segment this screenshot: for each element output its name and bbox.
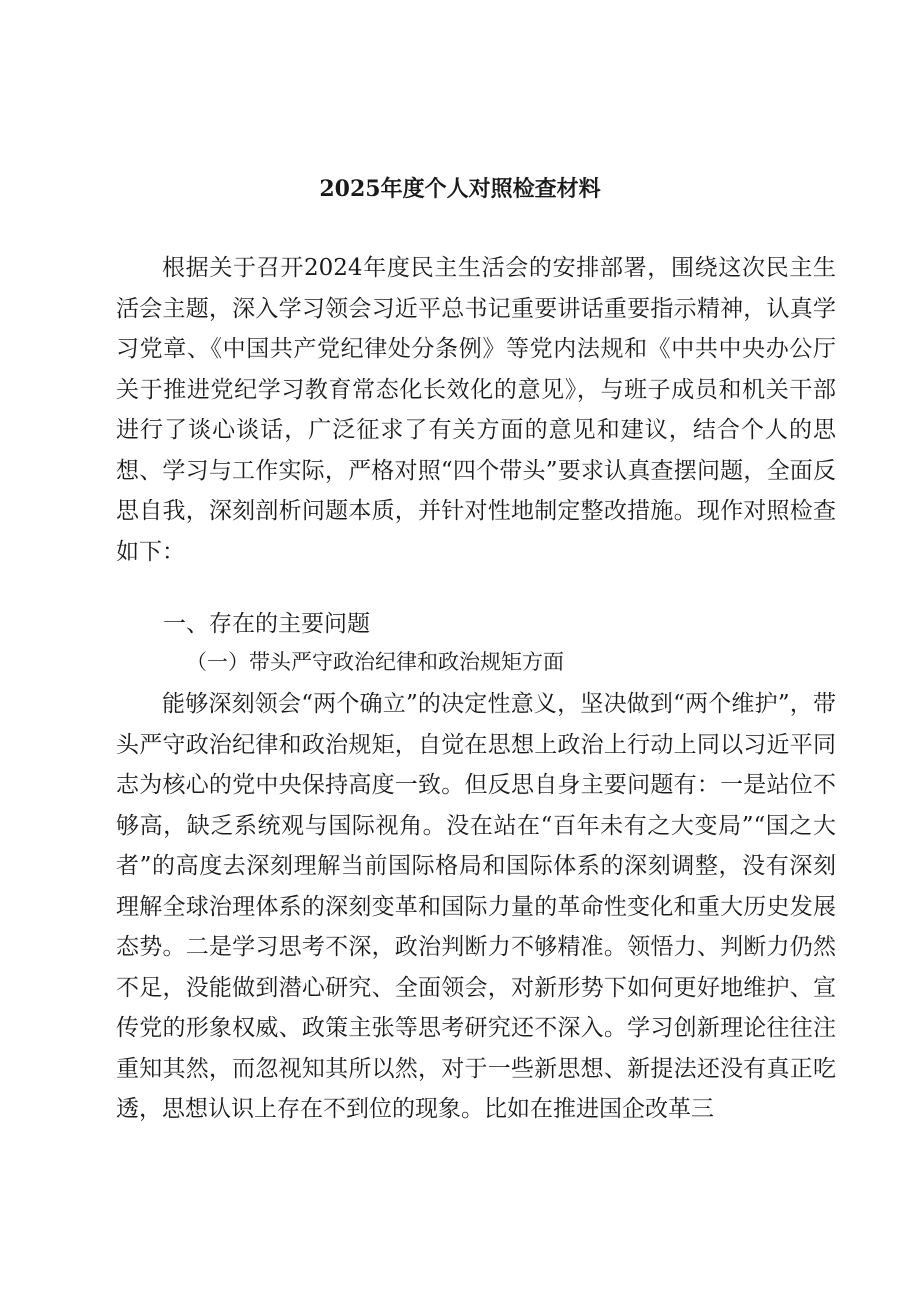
section-heading-problems: 一、存在的主要问题 <box>163 611 370 637</box>
subsection-heading-political-discipline: （一）带头严守政治纪律和政治规矩方面 <box>186 650 564 674</box>
intro-paragraph: 根据关于召开2024年度民主生活会的安排部署，围绕这次民主生活会主题，深入学习领会习近平总书记重要讲话重要指示精神，认真学习党章、《中国共产党纪律处分条例》等党内法规和《中共中央办公厅关于推进党纪学习教育常态化长效化的意见》，与班子成员和机关干部进行了谈心谈话，广泛征求了有关方面的意见和建议，结合个人的思想、学习与工作实际，严格对照“四个带头”要求认真查摆问题，全面反思自我，深刻剖析问题本质，并针对性地制定整改措施。现作对照检查如下： <box>116 255 836 565</box>
document-title: 2025年度个人对照检查材料 <box>319 176 601 202</box>
subsection-paragraph: 能够深刻领会“两个确立”的决定性意义，坚决做到“两个维护”，带头严守政治纪律和政治规矩，自觉在思想上政治上行动上同以习近平同志为核心的党中央保持高度一致。但反思自身主要问题有：一是站位不够高，缺乏系统观与国际视角。没在站在“百年未有之大变局”“国之大者”的高度去深刻理解当前国际格局和国际体系的深刻调整，没有深刻理解全球治理体系的深刻变革和国际力量的革命性变化和重大历史发展态势。二是学习思考不深，政治判断力不够精准。领悟力、判断力仍然不足，没能做到潜心研究、全面领会，对新形势下如何更好地维护、宣传党的形象权威、政策主张等思考研究还不深入。学习创新理论往往注重知其然，而忽视知其所以然，对于一些新思想、新提法还没有真正吃透，思想认识上存在不到位的现象。比如在推进国企改革三 <box>116 691 836 1122</box>
